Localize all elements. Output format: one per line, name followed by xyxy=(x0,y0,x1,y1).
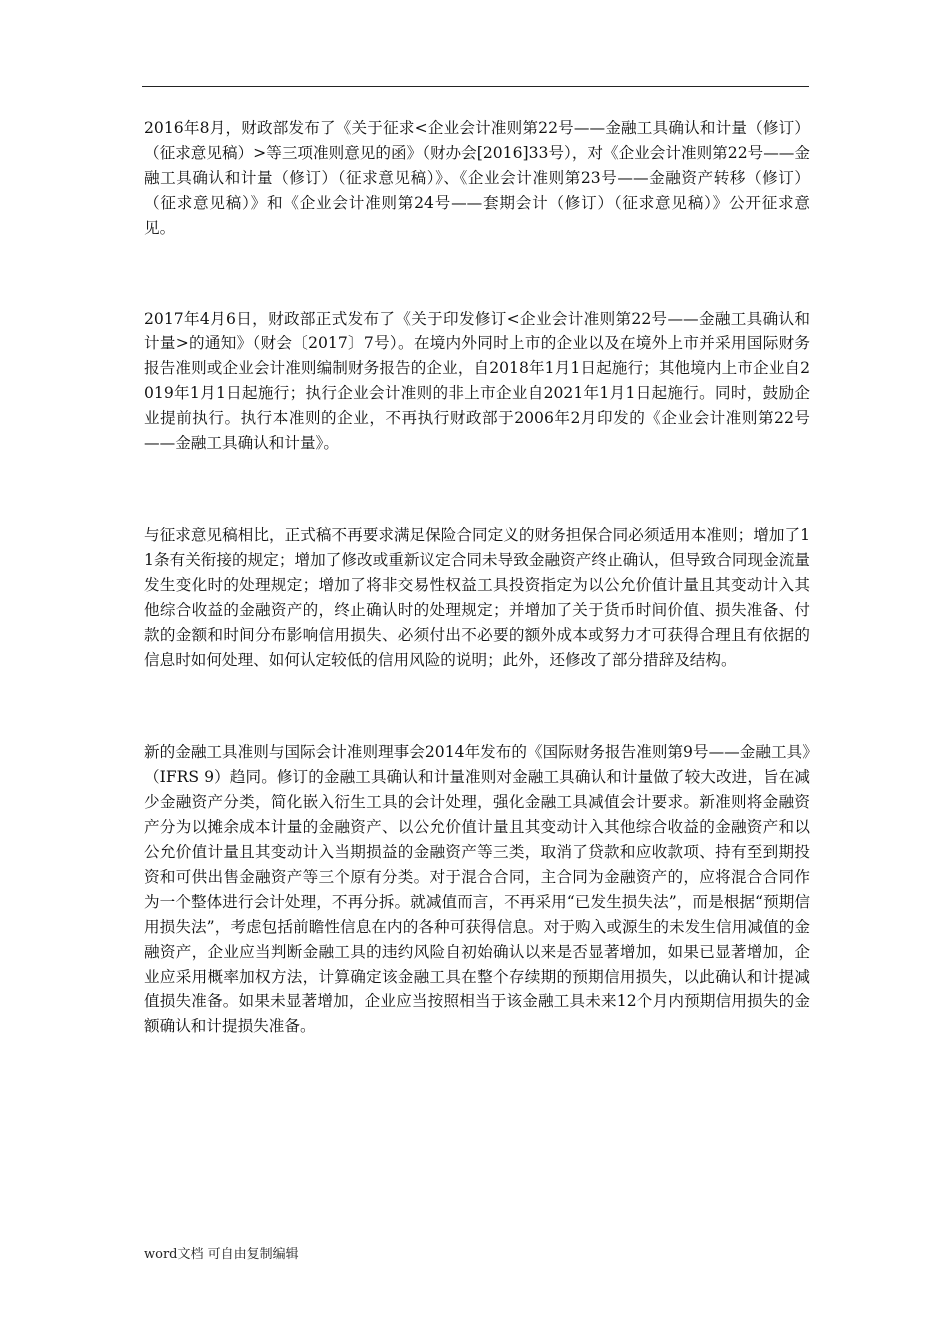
paragraph-comparison: 与征求意见稿相比，正式稿不再要求满足保险合同定义的财务担保合同必须适用本准则；增加了11条有关衔接的规定；增加了修改或重新议定合同未导致金融资产终止确认，但导致合同现金流量发生变化时的处理规定；增加了将非交易性权益工具投资指定为以公允价值计量且其变动计入其他综合收益的金融资产的，终止确认时的处理规定；并增加了关于货币时间价值、损失准备、付款的金额和时间分布影响信用损失、必须付出不必要的额外成本或努力才可获得合理且有依据的信息时如何处理、如何认定较低的信用风险的说明；此外，还修改了部分措辞及结构。 xyxy=(144,525,810,669)
header-rule xyxy=(142,86,809,87)
document-body xyxy=(144,116,810,1039)
paragraph-2017-release: 2017年4月6日，财政部正式发布了《关于印发修订<企业会计准则第22号——金融工具确认和计量>的通知》（财会〔2017〕7号）。在境内外同时上市的企业以及在境外上市并采用国际财务报告准则或企业会计准则编制财务报告的企业，自2018年1月1日起施行；其他境内上市企业自2019年1月1日起施行；执行企业会计准则的非上市企业自2021年1月1日起施行。同时，鼓励企业提前执行。执行本准则的企业，不再执行财政部于2006年2月印发的《企业会计准则第22号——金融工具确认和计量》。 xyxy=(144,309,810,453)
paragraph-ifrs9: 新的金融工具准则与国际会计准则理事会2014年发布的《国际财务报告准则第9号——金融工具》（IFRS 9）趋同。修订的金融工具确认和计量准则对金融工具确认和计量做了较大改进，旨在减少金融资产分类，简化嵌入衍生工具的会计处理，强化金融工具减值会计要求。新准则将金融资产分为以摊余成本计量的金融资产、以公允价值计量且其变动计入其他综合收益的金融资产和以公允价值计量且其变动计入当期损益的金融资产等三类，取消了贷款和应收款项、持有至到期投资和可供出售金融资产等三个原有分类。对于混合合同，主合同为金融资产的，应将混合合同作为一个整体进行会计处理，不再分拆。就减值而言，不再采用“已发生损失法”，而是根据“预期信用损失法”，考虑包括前瞻性信息在内的各种可获得信息。对于购入或源生的未发生信用减值的金融资产，企业应当判断金融工具的违约风险自初始确认以来是否显著增加，如果已显著增加，企业应采用概率加权方法，计算确定该金融工具在整个存续期的预期信用损失，以此确认和计提减值损失准备。如果未显著增加，企业应当按照相当于该金融工具未来12个月内预期信用损失的金额确认和计提损失准备。 xyxy=(144,743,810,1036)
paragraph-2016-draft: 2016年8月，财政部发布了《关于征求<企业会计准则第22号——金融工具确认和计量（修订）（征求意见稿）>等三项准则意见的函》（财办会[2016]33号），对《企业会计准则第22号——金融工具确认和计量（修订）（征求意见稿）》、《企业会计准则第23号——金融资产转移（修订）（征求意见稿）》和《企业会计准则第24号——套期会计（修订）（征求意见稿）》公开征求意见。 xyxy=(144,119,810,237)
page-footer: word文档 可自由复制编辑 xyxy=(144,1247,299,1262)
